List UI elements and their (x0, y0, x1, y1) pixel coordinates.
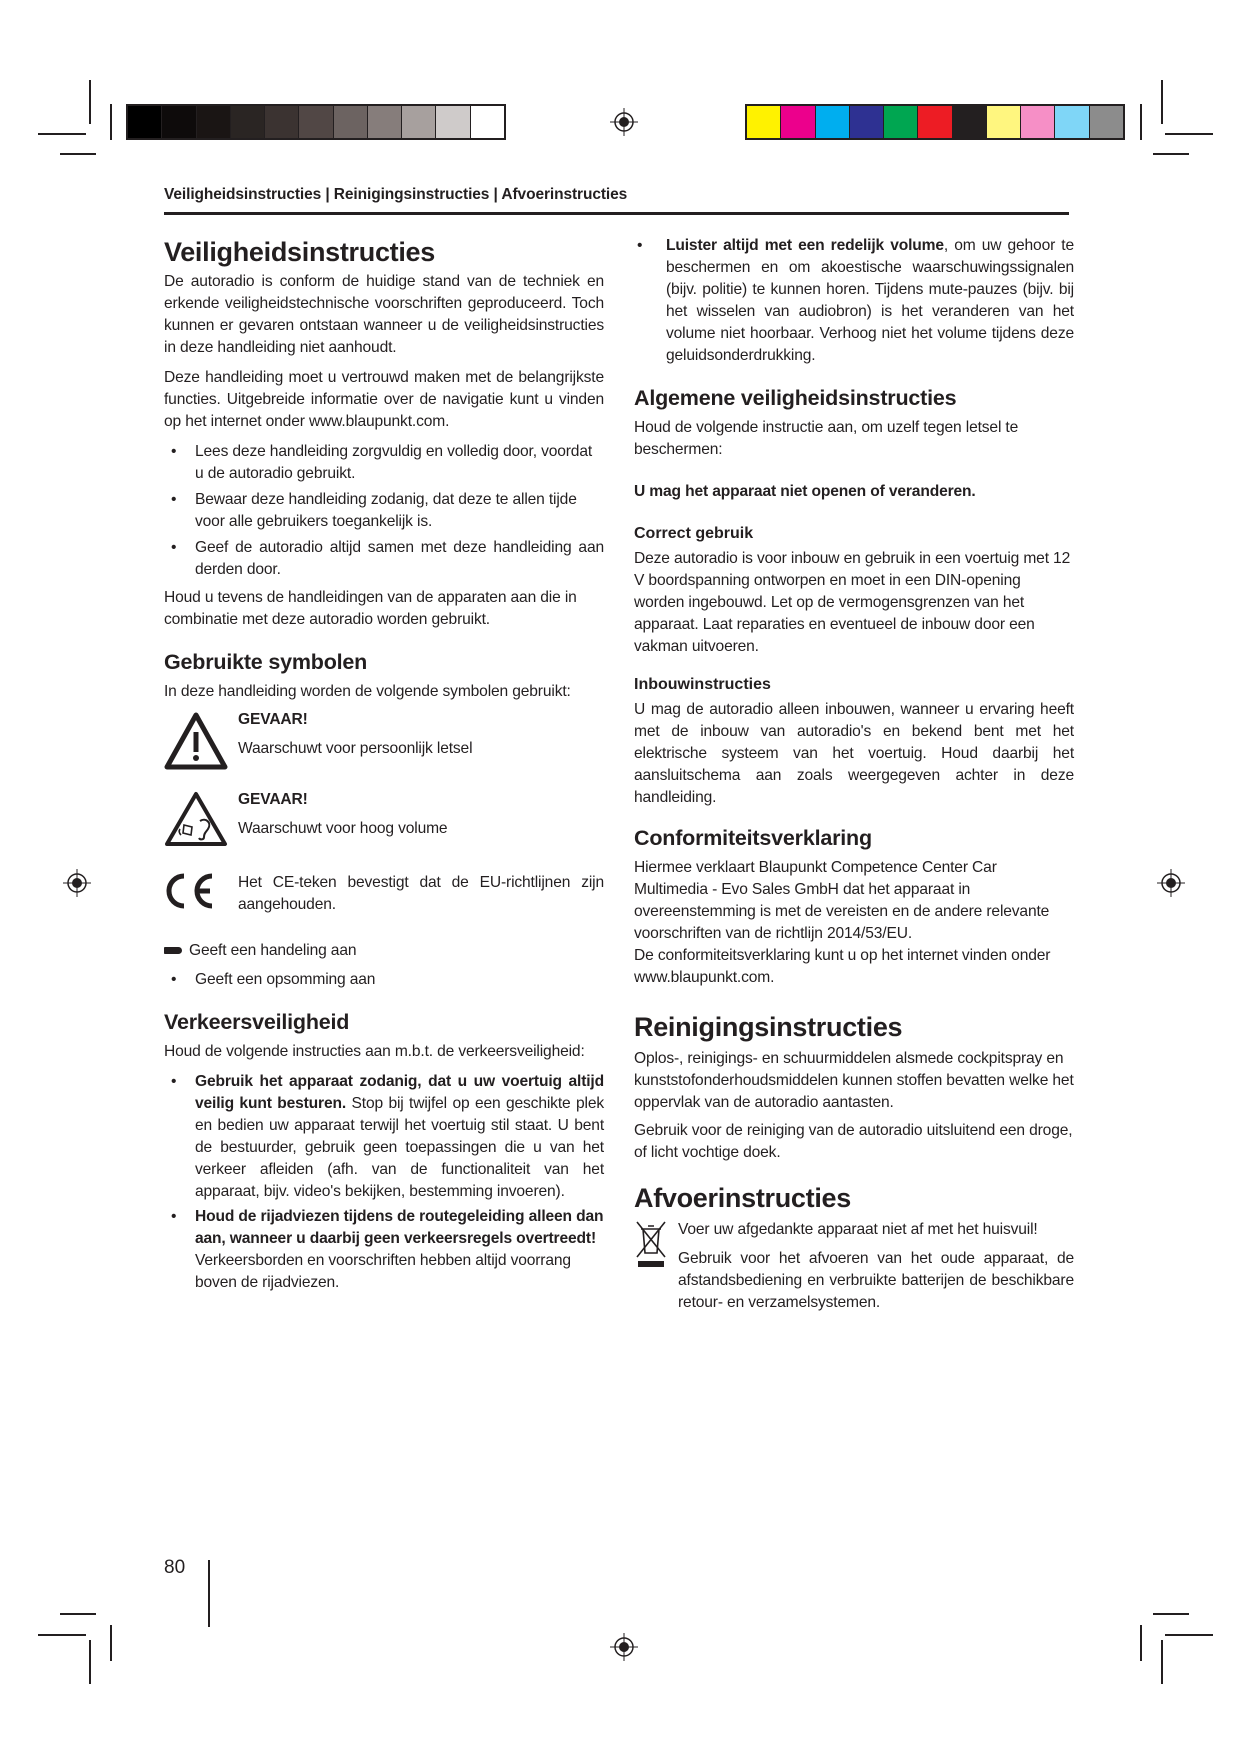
registration-mark-icon (63, 869, 91, 897)
color-swatch (264, 106, 298, 138)
paragraph: Deze autoradio is voor inbouw en gebruik in een voertuig met 12 V boordspanning ontworpen en moet in een DIN-opening worden ingebouwd. Let op de vermogensgrenzen van het apparaat. Laat reparaties en eventueel de inbouw door een vakman uitvoeren. (634, 550, 1071, 655)
section-title-traffic: Verkeersveiligheid (164, 1010, 350, 1034)
crop-mark (1153, 153, 1189, 155)
crop-mark (1140, 1625, 1142, 1661)
color-swatch (1089, 106, 1123, 138)
crop-mark (60, 1613, 96, 1615)
paragraph: Voer uw afgedankte apparaat niet af met het huisvuil! (678, 1221, 1038, 1238)
registration-mark-icon (610, 1633, 638, 1661)
disposal-row (634, 1219, 1074, 1314)
section-title-safety: Veiligheidsinstructies (164, 237, 435, 267)
color-swatch (1054, 106, 1088, 138)
subsection-title: Correct gebruik (634, 525, 754, 542)
header-rule (164, 212, 1069, 215)
section-title-disposal: Afvoerinstructies (634, 1183, 851, 1213)
paragraph: Hiermee verklaart Blaupunkt Competence Center Car Multimedia - Evo Sales GmbH dat het apparaat in overeenstemming is met de vereisten en de andere relevante voorschriften van de richtlijn 2014/53/EU. De conformiteitsverklaring kunt u op het internet vinden onder www.blaupunkt.com. (634, 859, 1051, 986)
color-swatch (298, 106, 332, 138)
crop-mark (38, 1634, 86, 1636)
crop-mark (38, 133, 86, 135)
symbol-description: Waarschuwt voor persoonlijk letsel (238, 740, 473, 757)
paragraph: Gebruik voor het afvoeren van het oude apparaat, de afstandsbediening en verbruikte batterijen de beschikbare retour- en verzamelsystemen. (678, 1250, 1074, 1311)
color-swatch (780, 106, 814, 138)
registration-mark-icon (1157, 869, 1185, 897)
symbol-row (164, 872, 604, 916)
symbol-description: Het CE-teken bevestigt dat de EU-richtlijnen zijn aangehouden. (238, 874, 604, 913)
section-title-cleaning: Reinigingsinstructies (634, 1012, 903, 1042)
crop-mark (60, 153, 96, 155)
color-swatch (128, 106, 161, 138)
color-swatch (161, 106, 195, 138)
color-swatch (333, 106, 367, 138)
section-title-symbols: Gebruikte symbolen (164, 650, 368, 674)
crossed-bin-icon (634, 1219, 668, 1269)
crop-mark (1161, 1640, 1163, 1684)
hearing-warning-icon (164, 791, 228, 847)
paragraph: Houd de volgende instructies aan m.b.t. de verkeersveiligheid: (164, 1043, 585, 1060)
symbol-row (164, 709, 604, 775)
color-swatch (196, 106, 230, 138)
list-item: • Gebruik het apparaat zodanig, dat u uw voertuig altijd veilig kunt besturen. Stop bij twijfel op een geschikte plek en bedien uw apparaat terwijl het voertuig stil staat. U bent de bestuurder, gebruik geen toepassingen die u van het verkeer afleiden (afh. van de functionaliteit van het apparaat, bijv. video's bekijken, bestemming invoeren). (171, 1073, 604, 1200)
color-swatch (1020, 106, 1054, 138)
footer-rule (208, 1560, 210, 1627)
page-number: 80 (164, 1557, 186, 1578)
color-swatch (230, 106, 264, 138)
color-swatch (849, 106, 883, 138)
paragraph: U mag de autoradio alleen inbouwen, wanneer u ervaring heeft met de inbouw van autoradio's en bekend bent met het elektrische systeem van het voertuig. Houd daarbij het aansluitschema aan zoals weergegeven achter in deze handleiding. (634, 701, 1074, 806)
section-title-general: Algemene veiligheidsinstructies (634, 386, 957, 410)
color-swatch (917, 106, 951, 138)
list-item: • Houd de rijadviezen tijdens de routegeleiding alleen dan aan, wanneer u daarbij geen verkeersregels overtreedt! Verkeersborden en voorschriften hebben altijd voorrang boven de rijadviezen. (171, 1208, 604, 1291)
paragraph: Houd de volgende instructie aan, om uzelf tegen letsel te beschermen: (634, 419, 1019, 458)
symbol-description: Waarschuwt voor hoog volume (238, 820, 448, 837)
legend-action: Geeft een handeling aan (164, 940, 604, 962)
legend-list: • Geeft een opsomming aan (171, 971, 376, 988)
color-calibration-bar (745, 104, 1125, 140)
left-column (164, 236, 604, 1294)
crop-mark (1140, 104, 1142, 140)
color-swatch (435, 106, 469, 138)
paragraph: Deze handleiding moet u vertrouwd maken met de belangrijkste functies. Uitgebreide informatie over de navigatie kunt u vinden op het internet onder www.blaupunkt.com. (164, 369, 604, 430)
paragraph: Oplos-, reinigings- en schuurmiddelen alsmede cockpitspray en kunststofonderhoudsmiddelen kunnen stoffen bevatten welke het oppervlak van de autoradio aantasten. (634, 1050, 1074, 1111)
paragraph: Houd u tevens de handleidingen van de apparaten aan die in combinatie met deze autoradio worden gebruikt. (164, 589, 577, 628)
list-item: • Geef de autoradio altijd samen met deze handleiding aan derden door. (171, 539, 604, 578)
list-item: • Bewaar deze handleiding zodanig, dat deze te allen tijde voor alle gebruikers toegankelijk is. (171, 491, 577, 530)
warning-text: U mag het apparaat niet openen of veranderen. (634, 483, 976, 500)
list-item: • Luister altijd met een redelijk volume, om uw gehoor te beschermen en om akoestische waarschuwingssignalen (bijv. politie) te kunnen horen. Tijdens mute-pauzes (bijv. bij het wisselen van audiobron) is het veranderen van het volume niet hoorbaar. Verhoog niet het volume tijdens deze geluidsonderdrukking. (637, 237, 1074, 364)
warning-triangle-icon (164, 712, 228, 770)
symbol-row (164, 789, 604, 852)
subsection-title: Inbouwinstructies (634, 676, 771, 693)
symbol-title: GEVAAR! (238, 791, 308, 808)
crop-mark (1165, 133, 1213, 135)
paragraph: In deze handleiding worden de volgende symbolen gebruikt: (164, 683, 571, 700)
color-swatch (815, 106, 849, 138)
pointing-hand-icon (164, 947, 182, 954)
color-swatch (986, 106, 1020, 138)
crop-mark (1153, 1613, 1189, 1615)
section-title-conformity: Conformiteitsverklaring (634, 826, 872, 850)
color-swatch (883, 106, 917, 138)
running-header: Veiligheidsinstructies | Reinigingsinstructies | Afvoerinstructies (164, 186, 628, 203)
paragraph: De autoradio is conform de huidige stand van de techniek en erkende veiligheidstechnische voorschriften geproduceerd. Toch kunnen er gevaren ontstaan wanneer u de veiligheidsinstructies in deze handleiding niet aanhoudt. (164, 273, 604, 356)
crop-mark (89, 80, 91, 124)
color-swatch (401, 106, 435, 138)
crop-mark (110, 104, 112, 140)
color-swatch (367, 106, 401, 138)
crop-mark (1165, 1634, 1213, 1636)
color-swatch (747, 106, 780, 138)
registration-mark-icon (610, 108, 638, 136)
color-swatch (952, 106, 986, 138)
crop-mark (110, 1625, 112, 1661)
paragraph: Gebruik voor de reiniging van de autoradio uitsluitend een droge, of licht vochtige doek. (634, 1122, 1073, 1161)
grayscale-calibration-bar (126, 104, 506, 140)
crop-mark (89, 1640, 91, 1684)
crop-mark (1161, 80, 1163, 124)
symbol-title: GEVAAR! (238, 711, 308, 728)
color-swatch (470, 106, 504, 138)
ce-mark-icon (164, 872, 216, 910)
right-column (634, 235, 1074, 1314)
list-item: • Lees deze handleiding zorgvuldig en volledig door, voordat u de autoradio gebruikt. (171, 443, 593, 482)
